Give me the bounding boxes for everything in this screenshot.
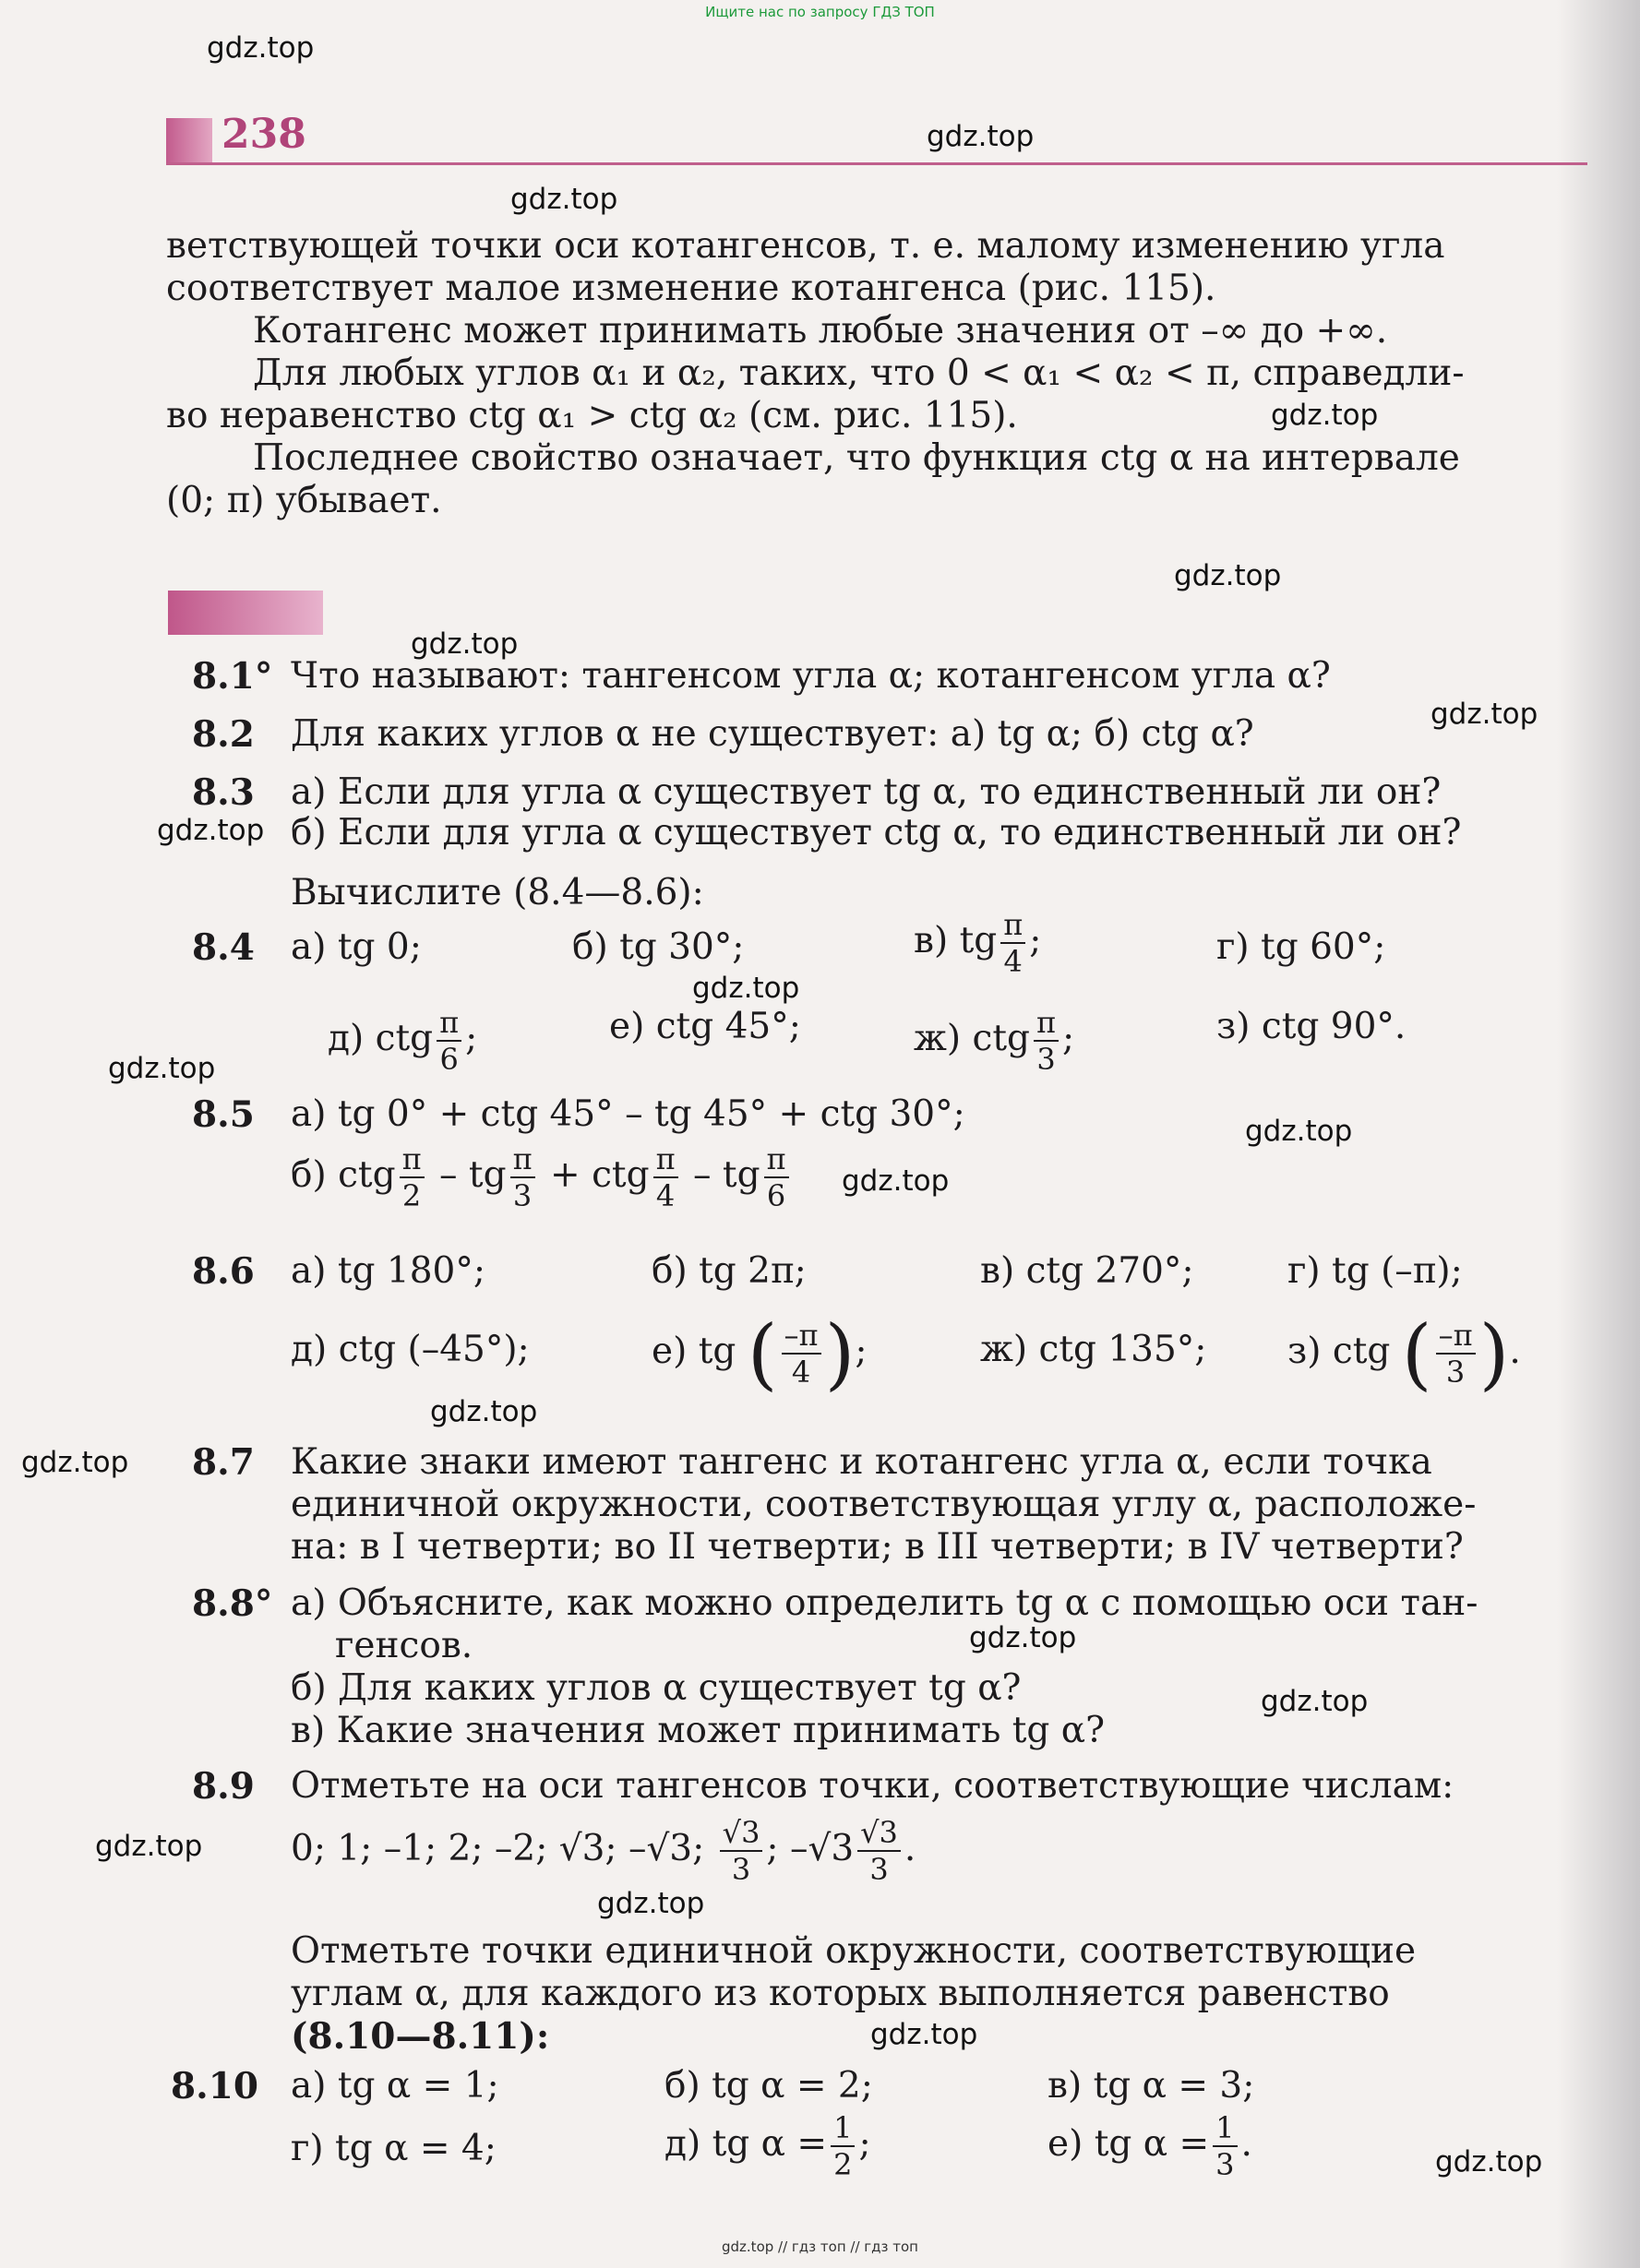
exercise-number: 8.1° [192,655,273,698]
exercise-number: 8.2 [192,713,255,756]
watermark: gdz.top [1174,559,1282,592]
fraction: $\frac{\pi}{4}$ [653,1144,678,1211]
text-line: ветствующей точки оси котангенсов, т. е. малому изменению угла [166,225,1445,267]
exercise-text: углам α, для каждого из которых выполняется равенство [291,1973,1390,2014]
exercise-item: е) tg ( $\frac{-\pi}{4}$ ); [652,1308,868,1399]
exercise-item: а) tg 180°; [291,1250,485,1292]
watermark: gdz.top [692,972,800,1005]
exercises-marker [168,591,323,635]
text-line: (0; π) убывает. [166,480,442,521]
fraction: $\frac{-\pi}{3}$ [1436,1320,1476,1387]
exercise-item: з) ctg 90°. [1216,1006,1407,1047]
exercise-item: д) ctg $\frac{\pi}{6}$ ; [328,1005,478,1077]
watermark: gdz.top [1431,698,1538,731]
exercise-item: в) tg $\frac{\pi}{4}$ ; [914,907,1042,979]
exercise-text: Отметьте точки единичной окружности, соответствующие [291,1930,1417,1972]
exercise-item: а) tg α = 1; [291,2065,499,2107]
exercise-text: (8.10—8.11): [291,2015,550,2058]
exercise-text: в) Какие значения может принимать tg α? [291,1710,1105,1751]
fraction: $\frac{\pi}{2}$ [400,1144,425,1211]
exercise-item: ж) ctg 135°; [980,1329,1207,1370]
exercise-item: б) tg 30°; [572,926,745,968]
exercise-item: а) tg 0° + ctg 45° – tg 45° + ctg 30°; [291,1093,965,1135]
exercise-number: 8.9 [192,1765,255,1808]
exercise-text: Что называют: тангенсом угла α; котангенсом угла α? [291,655,1331,697]
watermark: gdz.top [927,120,1035,153]
page-edge-shadow [1557,0,1640,2268]
exercise-number: 8.10 [171,2065,258,2107]
header-rule [166,162,1587,165]
watermark: gdz.top [411,627,519,661]
exercise-item: г) tg α = 4; [291,2128,497,2169]
exercise-number: 8.8° [192,1582,273,1625]
exercise-item: б) tg 2π; [652,1250,807,1292]
text-line: Котангенс может принимать любые значения от –∞ до +∞. [253,310,1388,352]
watermark: gdz.top [108,1052,216,1085]
text-line: во неравенство ctg α₁ > ctg α₂ (см. рис. 115). [166,395,1018,436]
fraction: $\frac{-\pi}{4}$ [782,1320,821,1387]
exercise-text: а) Если для угла α существует tg α, то единственный ли он? [291,771,1442,813]
exercise-text: единичной окружности, соответствующая углу α, расположе- [291,1484,1477,1525]
exercise-item: ж) ctg $\frac{\pi}{3}$ ; [914,1005,1075,1077]
exercise-item: г) tg 60°; [1216,926,1386,968]
exercise-item: б) ctg $\frac{\pi}{2}$ – tg $\frac{\pi}{3}$ + ctg $\frac{\pi}{4}$ – tg $\frac{\pi}{6}$ [291,1144,793,1211]
exercise-text: б) Если для угла α существует ctg α, то единственный ли он? [291,812,1462,853]
watermark: gdz.top [95,1830,203,1863]
exercise-text: Отметьте на оси тангенсов точки, соответствующие числам: [291,1765,1454,1807]
exercise-text: а) Объясните, как можно определить tg α с помощью оси тан- [291,1582,1478,1624]
watermark: gdz.top [510,183,618,216]
watermark: gdz.top [597,1887,705,1920]
page-header-marker [166,118,212,164]
exercise-item: з) ctg ( $\frac{-\pi}{3}$ ). [1287,1308,1521,1399]
exercise-item: б) tg α = 2; [664,2065,873,2107]
watermark: gdz.top [969,1621,1077,1654]
exercise-item: в) ctg 270°; [980,1250,1194,1292]
exercise-number: 8.7 [192,1441,255,1484]
fraction: $\frac{√3}{3}$ [720,1818,763,1884]
watermark: gdz.top [21,1446,129,1479]
exercise-number: 8.3 [192,771,255,814]
fraction: $\frac{\pi}{6}$ [437,1008,461,1074]
exercise-text: генсов. [335,1625,473,1666]
watermark: gdz.top [207,31,315,65]
exercise-text: б) Для каких углов α существует tg α? [291,1667,1022,1709]
fraction: $\frac{√3}{3}$ [857,1818,901,1884]
exercise-item: е) ctg 45°; [609,1006,801,1047]
fraction: $\frac{1}{3}$ [1213,2113,1237,2179]
exercise-text: Вычислите (8.4—8.6): [291,872,704,913]
watermark: gdz.top [842,1164,950,1198]
watermark: gdz.top [430,1395,538,1428]
footer-note: gdz.top // гдз топ // гдз топ [722,2238,918,2255]
exercise-item: д) ctg (–45°); [291,1329,530,1370]
exercise-number: 8.5 [192,1093,255,1136]
exercise-number: 8.4 [192,926,255,969]
fraction: $\frac{\pi}{6}$ [764,1144,789,1211]
fraction: $\frac{1}{2}$ [831,2113,855,2179]
exercise-item: е) tg α = $\frac{1}{3}$ . [1047,2110,1252,2182]
watermark: gdz.top [157,814,265,847]
exercise-item: г) tg (–π); [1287,1250,1463,1292]
exercise-item: д) tg α = $\frac{1}{2}$ ; [664,2110,871,2182]
watermark: gdz.top [1271,399,1379,432]
exercise-text: Какие знаки имеют тангенс и котангенс угла α, если точка [291,1441,1432,1483]
watermark: gdz.top [870,2018,978,2051]
watermark: gdz.top [1245,1115,1353,1148]
exercise-text: 0; 1; –1; 2; –2; √3; –√3; $\frac{√3}{3}$ ; –√3 $\frac{√3}{3}$ . [291,1815,916,1887]
text-line: Для любых углов α₁ и α₂, таких, что 0 < α₁ < α₂ < π, справедли- [253,352,1465,394]
exercise-item: а) tg 0; [291,926,422,968]
exercise-number: 8.6 [192,1250,255,1293]
exercise-item: в) tg α = 3; [1047,2065,1255,2107]
watermark: gdz.top [1261,1685,1369,1718]
fraction: $\frac{\pi}{3}$ [1034,1008,1059,1074]
fraction: $\frac{\pi}{3}$ [510,1144,535,1211]
watermark: gdz.top [1435,2145,1543,2178]
exercise-text: на: в I четверти; во II четверти; в III четверти; в IV четверти? [291,1526,1464,1568]
fraction: $\frac{\pi}{4}$ [1000,910,1025,976]
site-note: Ищите нас по запросу ГДЗ ТОП [705,4,935,20]
exercise-text: Для каких углов α не существует: а) tg α; б) ctg α? [291,713,1254,755]
text-line: соответствует малое изменение котангенса (рис. 115). [166,268,1216,309]
page-number: 238 [221,111,306,158]
text-line: Последнее свойство означает, что функция ctg α на интервале [253,437,1460,479]
